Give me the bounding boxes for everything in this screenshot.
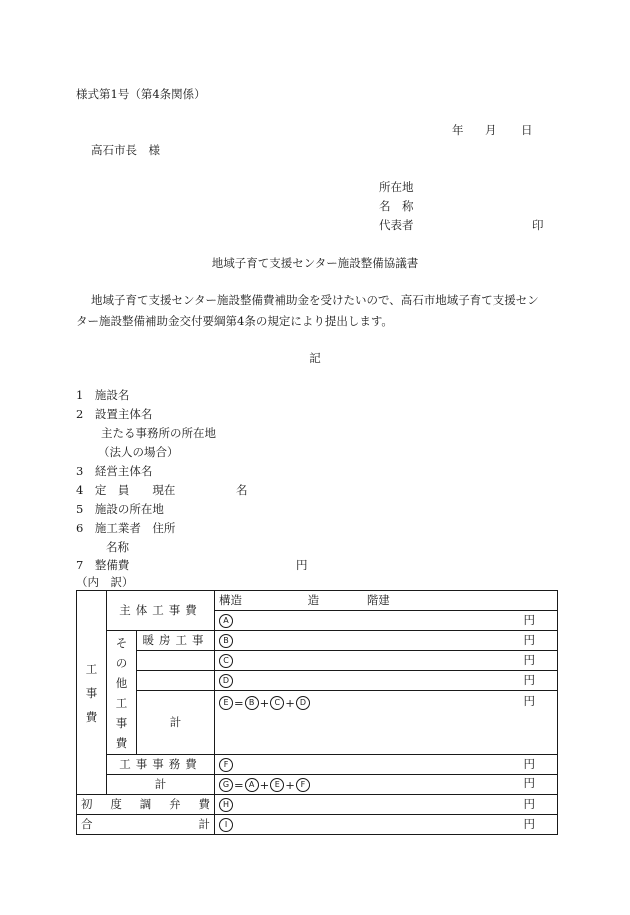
yen-label: 円 — [523, 633, 535, 647]
construction-total-label: 計 — [107, 775, 215, 795]
breakdown-table — [76, 590, 558, 835]
circle-e: E — [270, 778, 284, 792]
body-text-line-1: 地域子育て支援センター施設整備費補助金を受けたいので、高石市地域子育て支援セン — [91, 293, 539, 307]
structure-cell — [215, 591, 558, 611]
main-work-label: 主体工事費 — [107, 591, 215, 631]
item-facility-location: 5 施設の所在地 — [76, 502, 164, 516]
applicant-name-label: 名 称 — [379, 199, 414, 213]
formula-e — [219, 696, 310, 711]
circle-d: D — [219, 674, 233, 688]
grand-total-start: 合 — [81, 817, 93, 831]
yen-label: 円 — [523, 673, 535, 687]
date-month: 月 — [485, 123, 497, 137]
table-row — [77, 755, 558, 775]
amount-b — [215, 631, 558, 651]
item-maintenance-cost-unit: 円 — [296, 558, 308, 572]
body-text-line-2: ター施設整備補助金交付要綱第4条の規定により提出します。 — [76, 314, 393, 328]
item-operator-name: 3 経営主体名 — [76, 464, 153, 478]
date-year: 年 — [452, 123, 464, 137]
item-founder-name: 2 設置主体名 — [76, 407, 153, 421]
formula-g — [219, 778, 310, 793]
blank-work-cell — [137, 671, 215, 691]
circle-g: G — [219, 778, 233, 792]
table-row — [77, 651, 558, 671]
amount-c — [215, 651, 558, 671]
table-row — [77, 691, 558, 755]
circle-h: H — [219, 798, 233, 812]
table-row — [77, 795, 558, 815]
circle-b: B — [219, 634, 233, 648]
other-subtotal-label: 計 — [137, 691, 215, 755]
initial-equipment-text — [81, 797, 210, 812]
item-facility-name: 1 施設名 — [76, 388, 130, 402]
table-row — [77, 631, 558, 651]
amount-i — [215, 815, 558, 835]
item-corporation-note: （法人の場合） — [98, 445, 179, 459]
grand-total-label — [77, 815, 215, 835]
plus-sign: + — [259, 695, 270, 710]
yen-label: 円 — [523, 776, 535, 791]
amount-d — [215, 671, 558, 691]
koujihi-label: 工 事 費 — [77, 591, 107, 795]
yen-label: 円 — [523, 694, 535, 708]
document-title: 地域子育て支援センター施設整備協議書 — [211, 256, 419, 270]
table-row — [77, 671, 558, 691]
initial-char: 費 — [198, 797, 210, 811]
initial-char: 初 — [81, 797, 93, 811]
grand-total-end: 計 — [198, 817, 210, 831]
zou-label: 造 — [307, 593, 320, 607]
other-work-label: そ の 他 工 事 費 — [107, 631, 137, 755]
applicant-address-label: 所在地 — [379, 180, 414, 194]
circle-a: A — [219, 614, 233, 628]
initial-char: 度 — [110, 797, 122, 811]
initial-char: 弁 — [169, 797, 181, 811]
structure-label: 構造 — [219, 593, 242, 607]
equals-sign: = — [234, 777, 244, 792]
amount-a — [215, 611, 558, 631]
circle-c: C — [270, 696, 284, 710]
circle-a: A — [245, 778, 259, 792]
ki-heading: 記 — [309, 351, 321, 365]
initial-char: 調 — [139, 797, 152, 811]
item-capacity-unit: 名 — [236, 483, 248, 497]
item-capacity: 4 定 員 現在 — [76, 483, 176, 497]
seal-mark: 印 — [532, 218, 544, 232]
plus-sign: + — [259, 777, 270, 792]
circle-c: C — [219, 654, 233, 668]
yen-label: 円 — [523, 817, 535, 831]
item-office-address: 主たる事務所の所在地 — [101, 426, 216, 440]
amount-f — [215, 755, 558, 775]
equals-sign: = — [234, 695, 244, 710]
item-maintenance-cost: 7 整備費 — [76, 558, 130, 572]
yen-label: 円 — [523, 797, 535, 811]
amount-g — [215, 775, 558, 795]
amount-e — [215, 691, 558, 755]
grand-total-text — [81, 817, 210, 832]
item-contractor-address: 6 施工業者 住所 — [76, 521, 176, 535]
yen-label: 円 — [523, 613, 535, 627]
date-day: 日 — [521, 123, 533, 137]
form-number: 様式第1号（第4条関係） — [76, 87, 206, 101]
yen-label: 円 — [523, 757, 535, 771]
table-row — [77, 775, 558, 795]
yen-label: 円 — [523, 653, 535, 667]
blank-work-cell — [137, 651, 215, 671]
circle-i: I — [219, 818, 233, 832]
plus-sign: + — [285, 695, 295, 710]
table-row — [77, 591, 558, 611]
heating-work-label: 暖房工事 — [137, 631, 215, 651]
plus-sign: + — [285, 777, 295, 792]
table-row — [77, 815, 558, 835]
office-cost-label: 工事事務費 — [107, 755, 215, 775]
circle-f: F — [219, 758, 233, 772]
initial-equipment-label — [77, 795, 215, 815]
circle-f: F — [296, 778, 310, 792]
kaidate-label: 階建 — [366, 593, 390, 607]
applicant-representative-label: 代表者 — [379, 218, 414, 232]
circle-d: D — [296, 696, 310, 710]
addressee: 高石市長 様 — [91, 143, 160, 157]
circle-e: E — [219, 696, 233, 710]
breakdown-label: （内 訳） — [76, 575, 134, 589]
amount-h — [215, 795, 558, 815]
item-contractor-name: 名称 — [106, 540, 129, 554]
circle-b: B — [245, 696, 259, 710]
